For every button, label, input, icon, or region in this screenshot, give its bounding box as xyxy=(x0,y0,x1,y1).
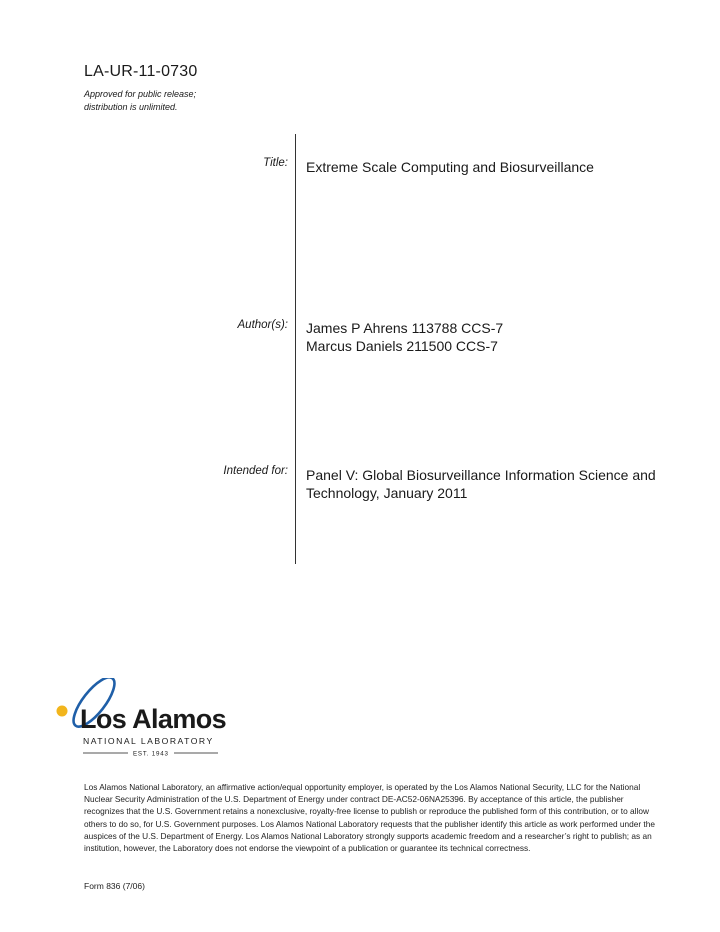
disclaimer-text: Los Alamos National Laboratory, an affirmative action/equal opportunity employer, is operated by the Los Alamos National Security, LLC for the National Nuclear Security Administration of the U.S. Department of Energy under contract DE-AC52-06NA25396. By acceptance of this article, the publisher recognizes that the U.S. Government retains a nonexclusive, royalty-free license to publish or reproduce the published form of this contribution, or to allow others to do so, for U.S. Government purposes. Los Alamos National Laboratory requests that the publisher identify this article as work performed under the auspices of the U.S. Department of Energy. Los Alamos National Laboratory strongly supports academic freedom and a researcher’s right to publish; as an institution, however, the Laboratory does not endorse the viewpoint of a publication or guarantee its technical correctness. xyxy=(84,782,655,854)
form-number: Form 836 (7/06) xyxy=(84,881,145,891)
author-line: Marcus Daniels 211500 CCS-7 xyxy=(306,338,498,354)
logo-name: Los Alamos xyxy=(80,704,227,734)
approval-line: Approved for public release; xyxy=(84,89,197,99)
intended-line: Technology, January 2011 xyxy=(306,485,468,501)
logo-established: EST. 1943 xyxy=(133,750,169,758)
vertical-divider xyxy=(295,134,296,564)
intended-line: Panel V: Global Biosurveillance Information Science and xyxy=(306,467,656,483)
orbit-dot-icon xyxy=(57,706,68,717)
intended-for-value xyxy=(306,466,656,502)
approval-statement xyxy=(84,88,196,114)
distribution-line: distribution is unlimited. xyxy=(84,102,178,112)
title-value: Extreme Scale Computing and Biosurveillance xyxy=(306,159,594,175)
authors-value xyxy=(306,319,503,355)
author-line: James P Ahrens 113788 CCS-7 xyxy=(306,320,504,336)
report-number: LA-UR-11-0730 xyxy=(84,63,198,80)
logo-subtitle: NATIONAL LABORATORY xyxy=(83,736,214,746)
los-alamos-logo xyxy=(50,678,230,758)
intended-for-label: Intended for: xyxy=(223,465,288,477)
title-label: Title: xyxy=(263,157,288,169)
authors-label: Author(s): xyxy=(237,319,288,331)
